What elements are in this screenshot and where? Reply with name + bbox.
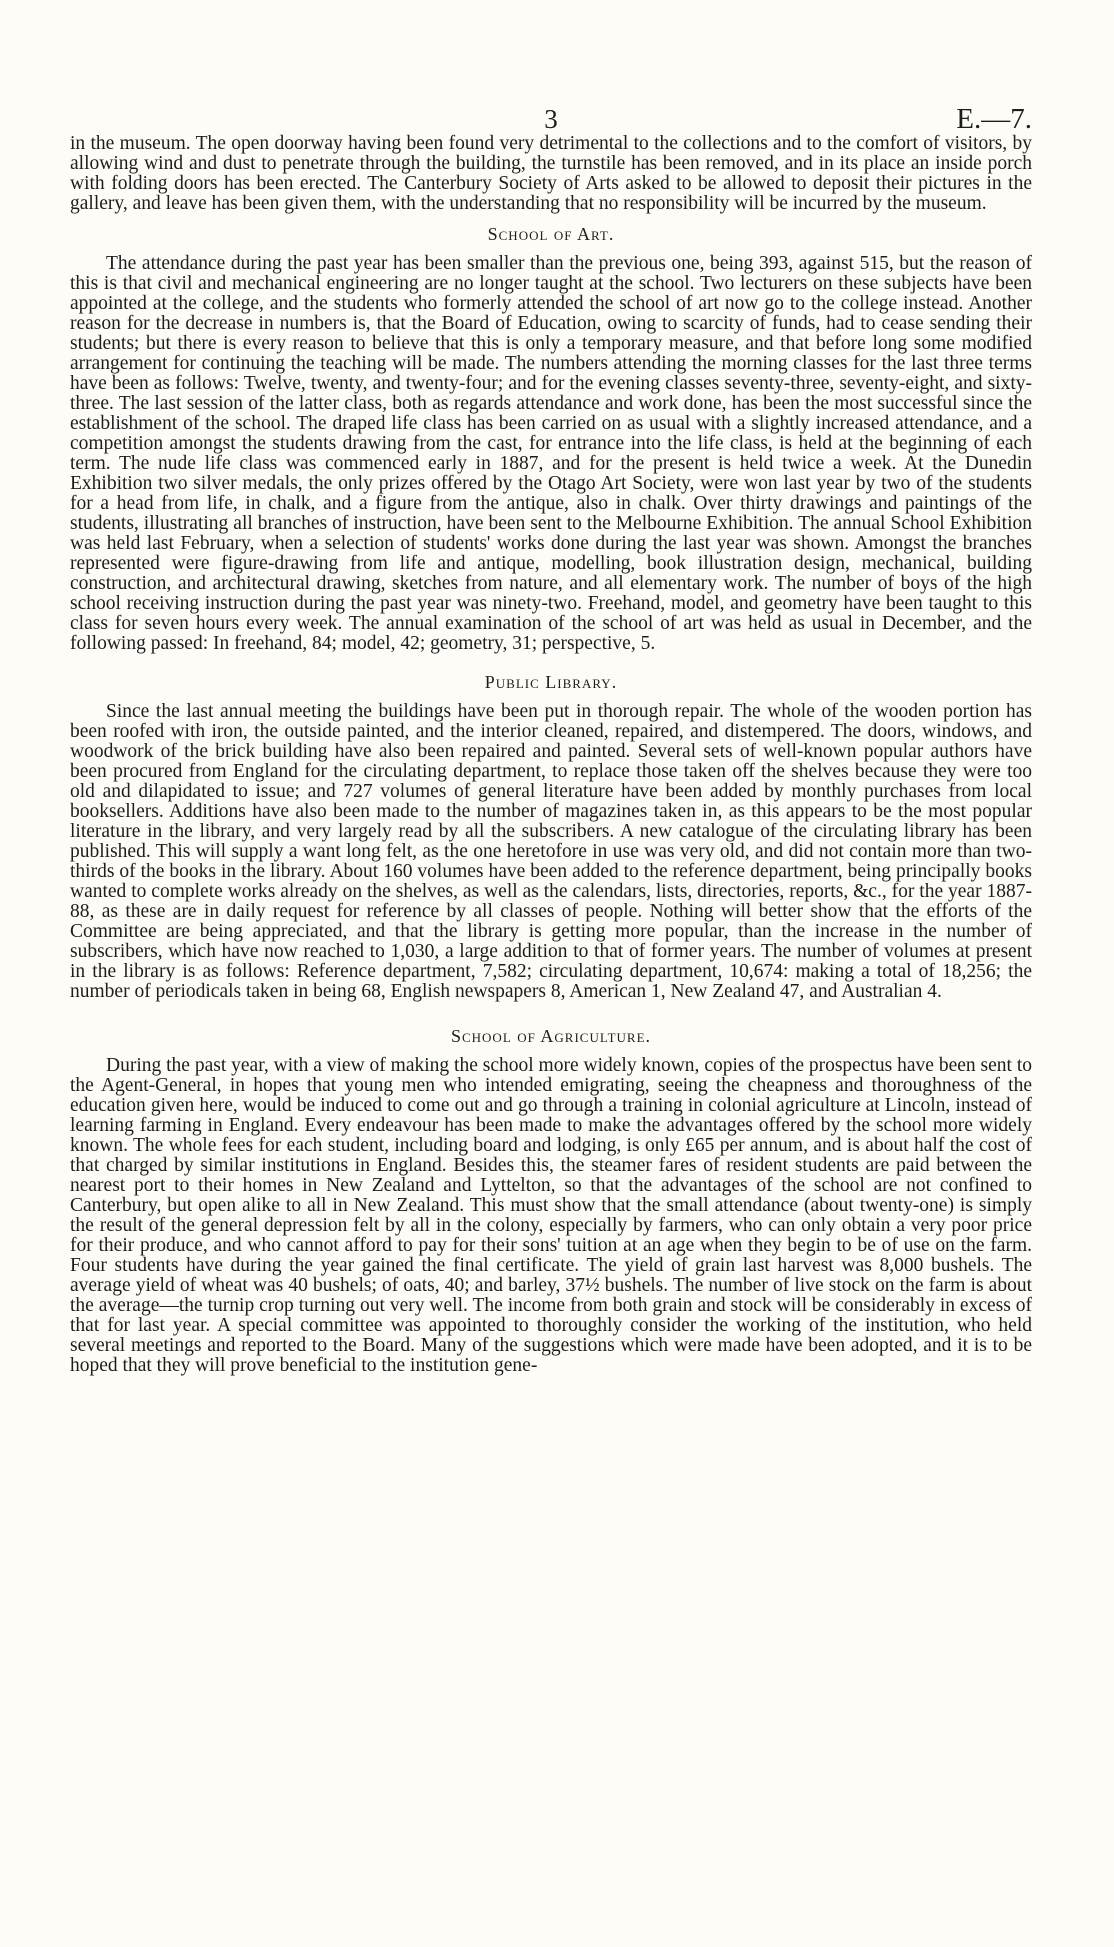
museum-continuation-paragraph: in the museum. The open doorway having been found very detrimental to the collections and to the comfort of visitors, by allowing wind and dust to penetrate through the building, the turnstile has been removed, and in its place an inside porch with folding doors has been erected. The Canterbury Society of Arts asked to be allowed to deposit their pictures in the gallery, and leave has been given them, with the understanding that no responsibility will be incurred by the museum. — [70, 133, 1032, 214]
section-school-of-agriculture — [70, 1026, 1032, 1376]
section-title-school-of-agriculture: School of Agriculture. — [450, 1026, 652, 1046]
section-school-of-art — [70, 224, 1032, 654]
section-title-public-library: Public Library. — [484, 672, 618, 692]
section-title-school-of-art: School of Art. — [487, 224, 615, 244]
section-body-school-of-art: The attendance during the past year has been smaller than the previous one, being 393, against 515, but the reason of this is that civil and mechanical engineering are no longer taught at the school. Two lecturers on these subjects have been appointed at the college, and the students who formerly attended the school of art now go to the college instead. Another reason for the decrease in numbers is, that the Board of Education, owing to scarcity of funds, had to cease sending their students; but there is every reason to believe that this is only a temporary measure, and that before long some modified arrangement for continuing the teaching will be made. The numbers attending the morning classes for the last three terms have been as follows: Twelve, twenty, and twenty-four; and for the evening classes seventy-three, seventy-eight, and sixty-three. The last session of the latter class, both as regards attendance and work done, has been the most successful since the establishment of the school. The draped life class has been carried on as usual with a slightly increased attendance, and a competition amongst the students drawing from the cast, for entrance into the life class, is held at the beginning of each term. The nude life class was commenced early in 1887, and for the present is held twice a week. At the Dunedin Exhibition two silver medals, the only prizes offered by the Otago Art Society, were won last year by two of the students for a head from life, in chalk, and a figure from the antique, also in chalk. Over thirty drawings and paintings of the students, illustrating all branches of instruction, have been sent to the Melbourne Exhibition. The annual School Exhibition was held last February, when a selection of students' works done during the last year was shown. Amongst the branches represented were figure-drawing from life and antique, modelling, book illustration design, mechanical, building construction, and architectural drawing, sketches from nature, and all elementary work. The number of boys of the high school receiving instruction during the past year was ninety-two. Freehand, model, and geometry have been taught to this class for seven hours every week. The annual examination of the school of art was held as usual in December, and the following passed: In freehand, 84; model, 42; geometry, 31; perspective, 5. — [70, 253, 1032, 654]
section-public-library — [70, 672, 1032, 1002]
page-number: 3 — [544, 104, 558, 134]
section-body-public-library: Since the last annual meeting the buildings have been put in thorough repair. The whole of the wooden portion has been roofed with iron, the outside painted, and the interior cleaned, repaired, and distempered. The doors, windows, and woodwork of the brick building have also been repaired and painted. Several sets of well-known popular authors have been procured from England for the circulating department, to replace those taken off the shelves because they were too old and dilapidated to issue; and 727 volumes of general literature have been added by monthly purchases from local booksellers. Additions have also been made to the number of magazines taken in, as this appears to be the most popular literature in the library, and very largely read by all the subscribers. A new catalogue of the circulating library has been published. This will supply a want long felt, as the one heretofore in use was very old, and did not contain more than two-thirds of the books in the library. About 160 volumes have been added to the reference department, being principally books wanted to complete works already on the shelves, as well as the calendars, lists, directories, reports, &c., for the year 1887-88, as these are in daily request for reference by all classes of people. Nothing will better show that the efforts of the Committee are being appreciated, and that the library is getting more popular, than the increase in the number of subscribers, which have now reached to 1,030, a large addition to that of former years. The number of volumes at present in the library is as follows: Reference department, 7,582; circulating department, 10,674: making a total of 18,256; the number of periodicals taken in being 68, English newspapers 8, American 1, New Zealand 47, and Australian 4. — [70, 701, 1032, 1002]
section-body-school-of-agriculture: During the past year, with a view of making the school more widely known, copies of the prospectus have been sent to the Agent-General, in hopes that young men who intended emigrating, seeing the cheapness and thoroughness of the education given here, would be induced to come out and go through a training in colonial agriculture at Lincoln, instead of learning farming in England. Every endeavour has been made to make the advantages offered by the school more widely known. The whole fees for each student, including board and lodging, is only £65 per annum, and is about half the cost of that charged by similar institutions in England. Besides this, the steamer fares of resident students are paid between the nearest port to their homes in New Zealand and Lyttelton, so that the advantages of the school are not confined to Canterbury, but open alike to all in New Zealand. This must show that the small attendance (about twenty-one) is simply the result of the general depression felt by all in the colony, especially by farmers, who can only obtain a very poor price for their produce, and who cannot afford to pay for their sons' tuition at an age when they begin to be of use on the farm. Four students have during the year gained the final certificate. The yield of grain last harvest was 8,000 bushels. The average yield of wheat was 40 bushels; of oats, 40; and barley, 37½ bushels. The number of live stock on the farm is about the average—the turnip crop turning out very well. The income from both grain and stock will be considerably in excess of that for last year. A special committee was appointed to thoroughly consider the working of the institution, who held several meetings and reported to the Board. Many of the suggestions which were made have been adopted, and it is to be hoped that they will prove beneficial to the institution gene- — [70, 1055, 1032, 1376]
page-header — [70, 0, 1032, 134]
document-reference: E.—7. — [956, 103, 1032, 135]
